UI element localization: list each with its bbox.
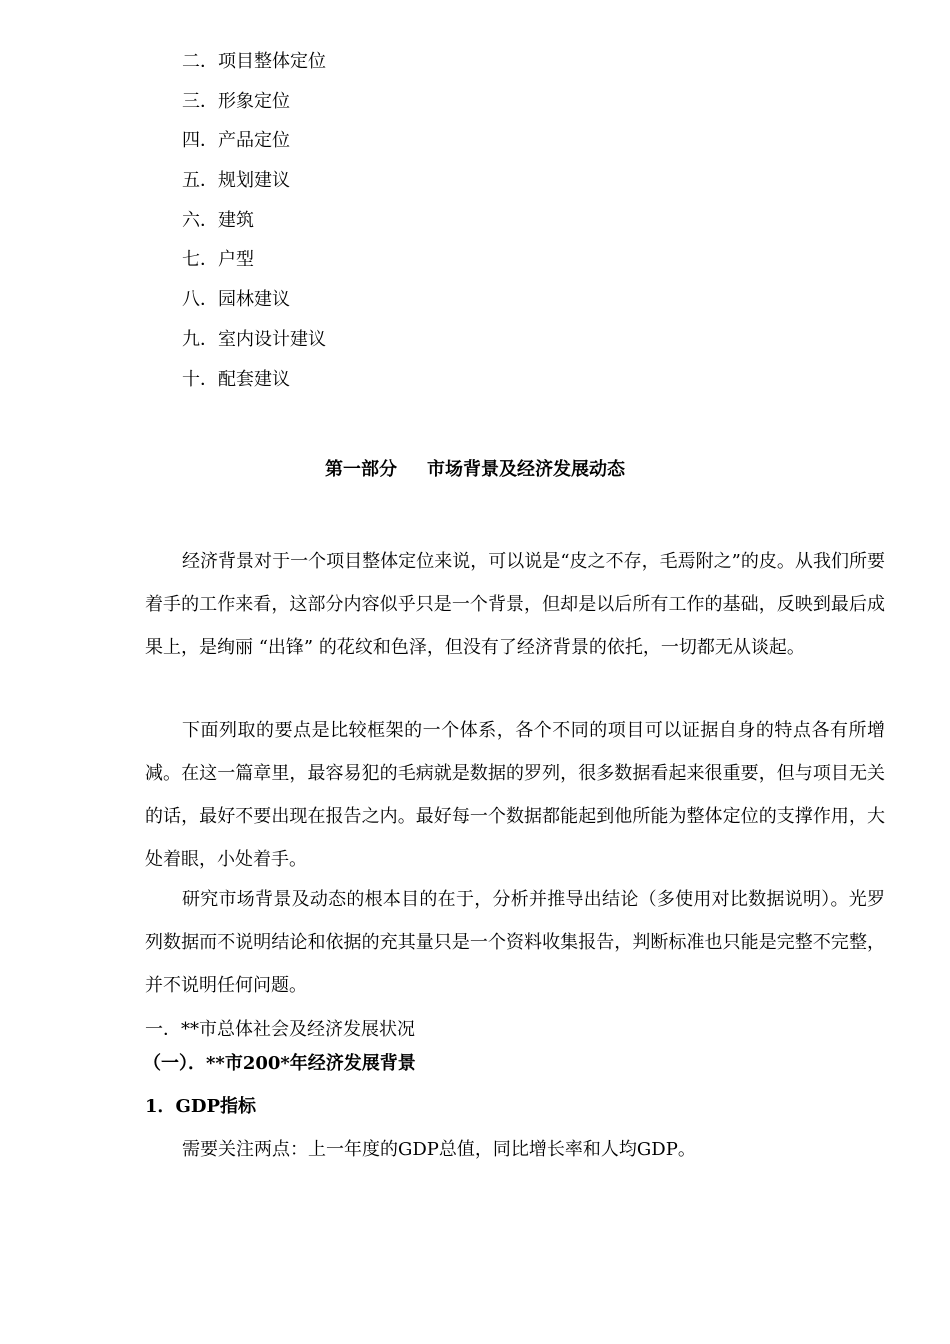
toc-item-number: 七． xyxy=(182,249,218,271)
toc-item-label: 配套建议 xyxy=(218,368,290,390)
heading-level-3: 1．GDP指标 xyxy=(145,1096,257,1117)
toc-item xyxy=(182,167,326,207)
toc-item-number: 六． xyxy=(182,209,218,231)
toc-item-number: 十． xyxy=(182,368,218,390)
heading-level-2: （一）．**市200*年经济发展背景 xyxy=(143,1053,416,1074)
toc-item-label: 园林建议 xyxy=(218,289,290,311)
toc-item xyxy=(182,286,326,326)
toc-list xyxy=(182,48,326,405)
toc-item-number: 二． xyxy=(182,51,218,72)
toc-item-label: 建筑 xyxy=(218,209,254,231)
toc-item-label: 室内设计建议 xyxy=(218,328,326,350)
section-part-label: 第一部分 xyxy=(325,459,397,480)
toc-item xyxy=(182,88,326,128)
toc-item xyxy=(182,246,326,286)
toc-item-label: 产品定位 xyxy=(218,130,290,152)
toc-item-number: 三． xyxy=(182,90,218,112)
toc-item-label: 规划建议 xyxy=(218,170,290,192)
toc-item-label: 形象定位 xyxy=(218,90,290,112)
toc-item-label: 项目整体定位 xyxy=(218,51,326,72)
body-paragraph: 下面列取的要点是比较框架的一个体系，各个不同的项目可以证据自身的特点各有所增减。在这一篇章里，最容易犯的毛病就是数据的罗列，很多数据看起来很重要，但与项目无关的话，最好不要出现在报告之内。最好每一个数据都能起到他所能为整体定位的支撑作用，大处着眼，小处着手。 xyxy=(145,720,885,870)
section-title xyxy=(0,456,950,484)
body-paragraph-gdp: 需要关注两点：上一年度的GDP总值，同比增长率和人均GDP。 xyxy=(182,1139,696,1160)
toc-item-number: 八． xyxy=(182,289,218,311)
body-paragraph: 研究市场背景及动态的根本目的在于，分析并推导出结论（多使用对比数据说明）。光罗列数据而不说明结论和依据的充其量只是一个资料收集报告，判断标准也只能是完整不完整，并不说明任何问题。 xyxy=(145,889,885,996)
body-paragraph: 经济背景对于一个项目整体定位来说，可以说是“皮之不存，毛焉附之”的皮。从我们所要着手的工作来看，这部分内容似乎只是一个背景，但却是以后所有工作的基础，反映到最后成果上，是绚丽 “出锋” 的花纹和色泽，但没有了经济背景的依托，一切都无从谈起。 xyxy=(145,551,885,658)
toc-item xyxy=(182,366,326,406)
toc-item-number: 九． xyxy=(182,328,218,350)
toc-item-label: 户型 xyxy=(218,249,254,271)
section-title-text: 市场背景及经济发展动态 xyxy=(427,459,625,480)
toc-item xyxy=(182,326,326,366)
toc-item xyxy=(182,207,326,247)
toc-item xyxy=(182,48,326,88)
heading-level-1: 一．**市总体社会及经济发展状况 xyxy=(145,1019,415,1040)
toc-item-number: 五． xyxy=(182,170,218,192)
toc-item-number: 四． xyxy=(182,130,218,152)
toc-item xyxy=(182,127,326,167)
